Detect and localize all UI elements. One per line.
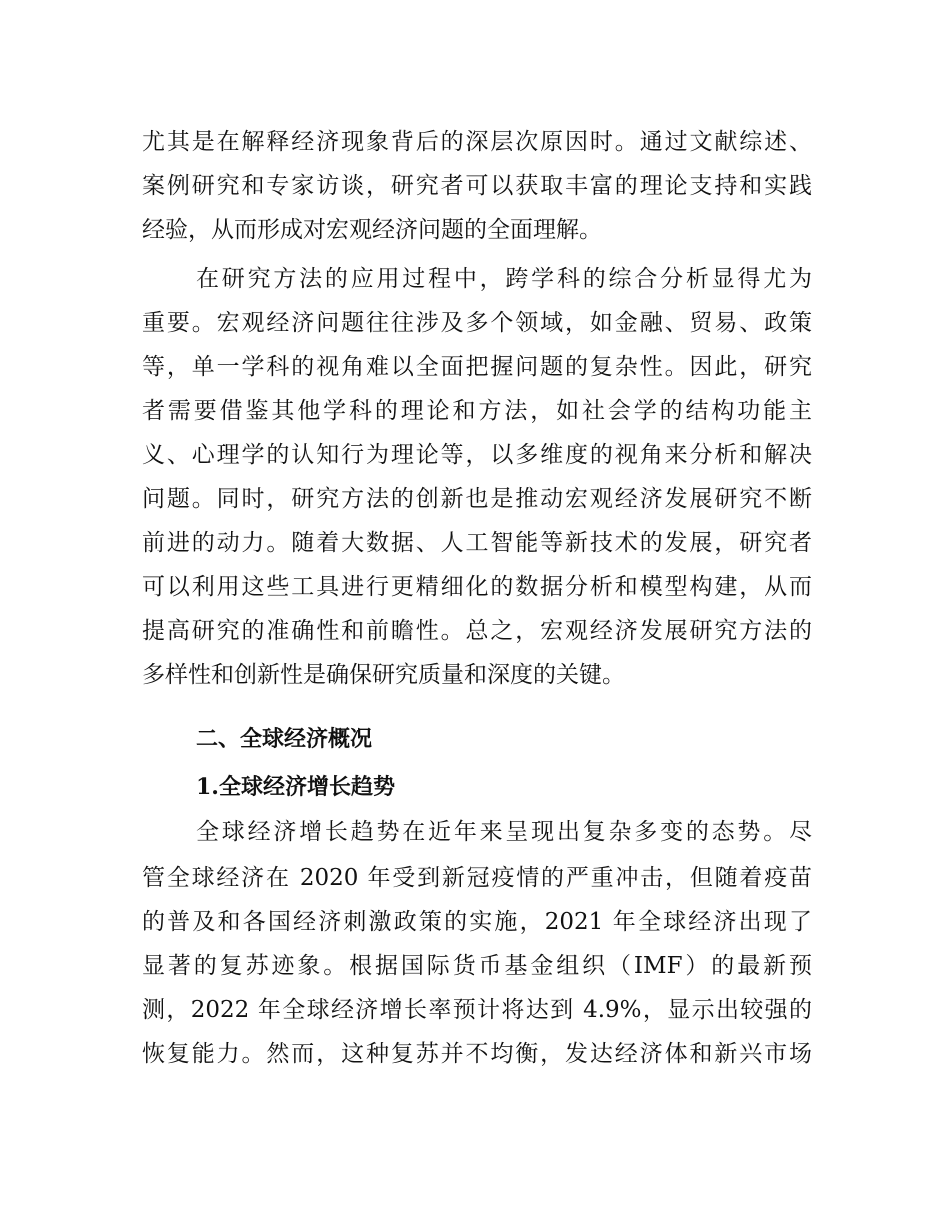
paragraph-2-line-5: 义、心理学的认知行为理论等，以多维度的视角来分析和解决 (142, 442, 812, 468)
paragraph-2-line-9: 提高研究的准确性和前瞻性。总之，宏观经济发展研究方法的 (142, 618, 812, 644)
paragraph-3-line-1: 全球经济增长趋势在近年来呈现出复杂多变的态势。尽 (196, 819, 812, 845)
paragraph-2-line-4: 者需要借鉴其他学科的理论和方法，如社会学的结构功能主 (142, 398, 812, 424)
paragraph-2-line-7: 前进的动力。随着大数据、人工智能等新技术的发展，研究者 (142, 530, 812, 556)
paragraph-2-line-6: 问题。同时，研究方法的创新也是推动宏观经济发展研究不断 (142, 486, 812, 512)
paragraph-3-line-3: 的普及和各国经济刺激政策的实施，2021 年全球经济出现了 (142, 909, 812, 935)
paragraph-3-line-5: 测，2022 年全球经济增长率预计将达到 4.9%，显示出较强的 (142, 997, 812, 1023)
paragraph-3-line-2: 管全球经济在 2020 年受到新冠疫情的严重冲击，但随着疫苗 (142, 865, 812, 891)
paragraph-3-line-4: 显著的复苏迹象。根据国际货币基金组织（IMF）的最新预 (142, 953, 812, 979)
paragraph-1-line-2: 案例研究和专家访谈，研究者可以获取丰富的理论支持和实践 (142, 173, 812, 199)
paragraph-2-line-1: 在研究方法的应用过程中，跨学科的综合分析显得尤为 (196, 266, 812, 292)
paragraph-2-line-10: 多样性和创新性是确保研究质量和深度的关键。 (142, 662, 625, 688)
paragraph-2-line-3: 等，单一学科的视角难以全面把握问题的复杂性。因此，研究 (142, 354, 812, 380)
section-heading: 二、全球经济概况 (196, 727, 373, 752)
paragraph-3-line-6: 恢复能力。然而，这种复苏并不均衡，发达经济体和新兴市场 (142, 1041, 812, 1067)
paragraph-1-line-1: 尤其是在解释经济现象背后的深层次原因时。通过文献综述、 (142, 129, 812, 155)
paragraph-2-line-8: 可以利用这些工具进行更精细化的数据分析和模型构建，从而 (142, 574, 812, 600)
subsection-heading: 1.全球经济增长趋势 (196, 774, 395, 800)
paragraph-1-line-3: 经验，从而形成对宏观经济问题的全面理解。 (142, 217, 602, 243)
paragraph-2-line-2: 重要。宏观经济问题往往涉及多个领域，如金融、贸易、政策 (142, 310, 812, 336)
